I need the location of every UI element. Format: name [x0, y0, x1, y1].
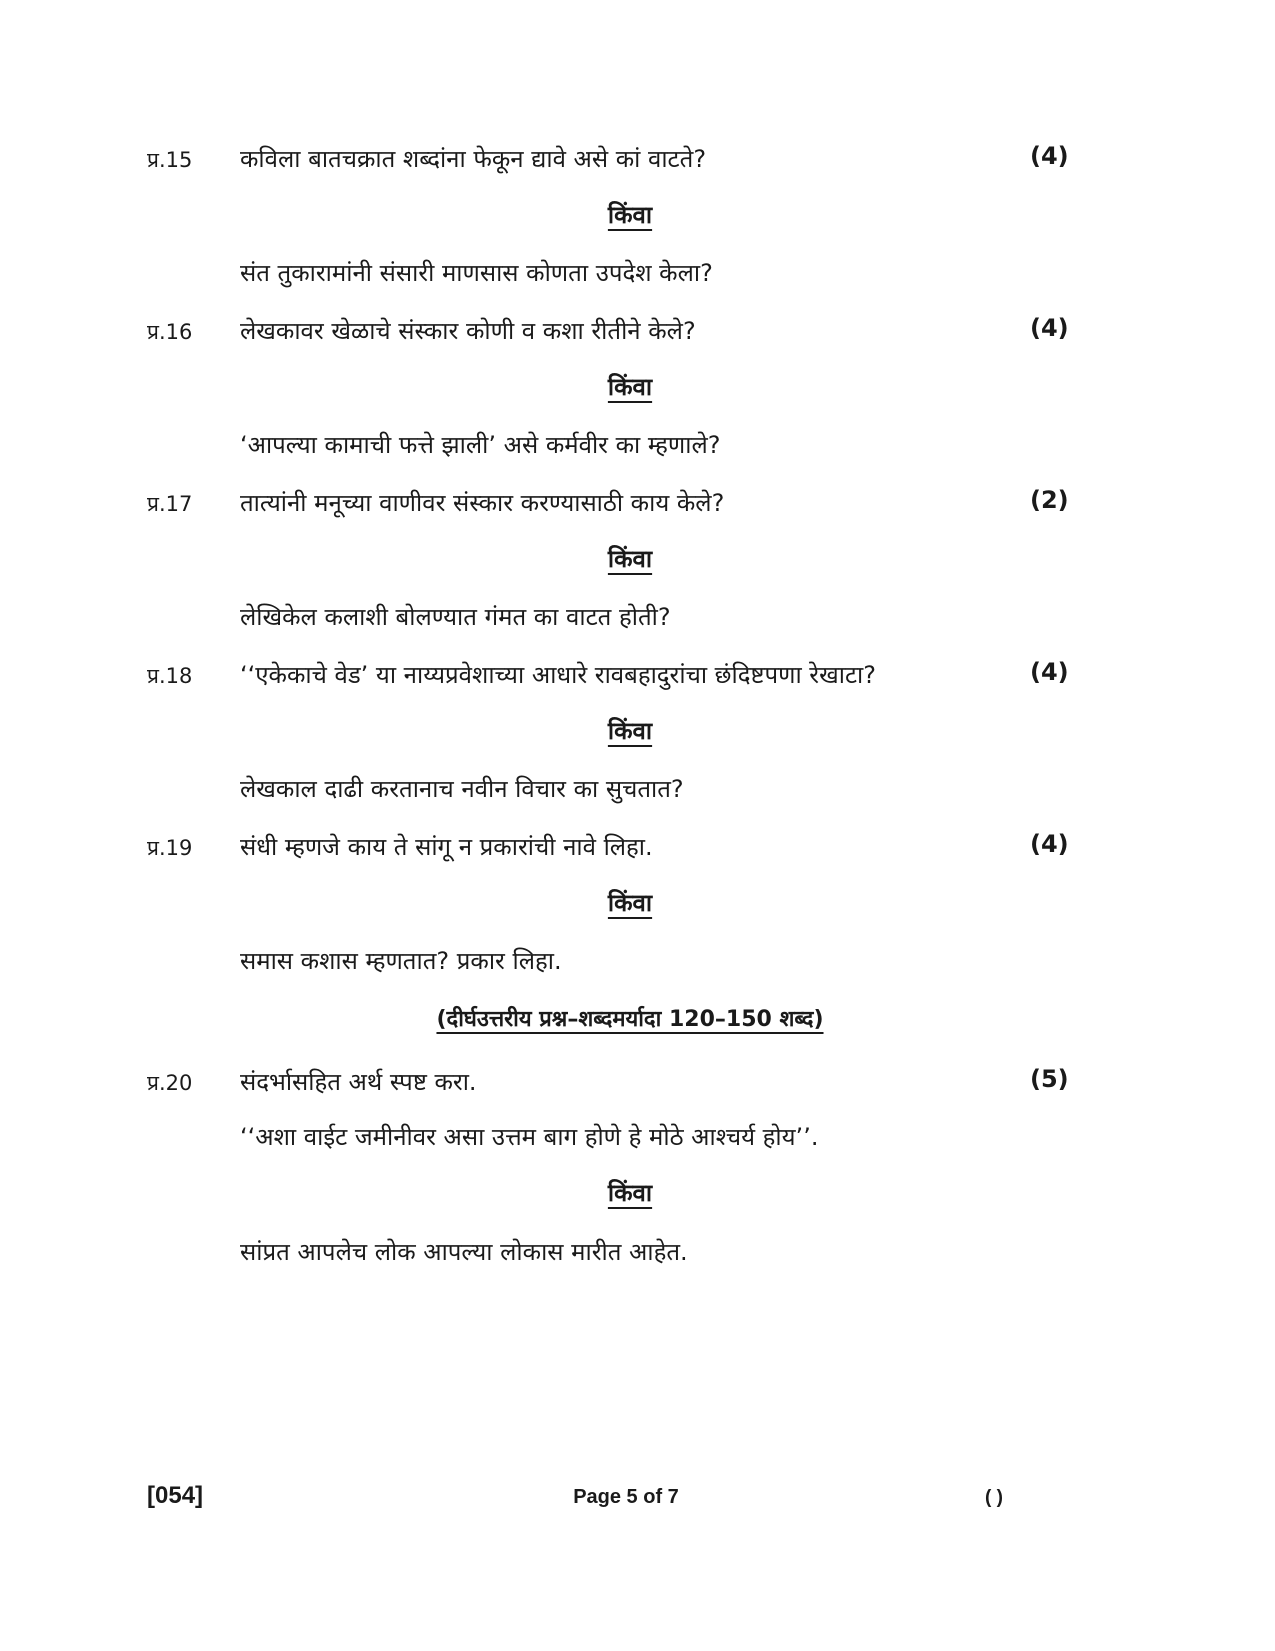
page-number: Page 5 of 7 — [573, 1486, 679, 1508]
question-number: प्र.19 — [147, 836, 193, 860]
question-number: प्र.18 — [147, 664, 193, 688]
question-marks: (4) — [1030, 314, 1069, 342]
question-text: कविला बातचक्रात शब्दांना फेकून द्यावे असे कां वाटते? — [240, 145, 707, 173]
or-label: किंवा — [607, 717, 653, 745]
question-marks: (4) — [1030, 658, 1069, 686]
alternative-question-text: समास कशास म्हणतात? प्रकार लिहा. — [240, 947, 562, 975]
alternative-question-text: ‘आपल्या कामाची फत्ते झाली’ असे कर्मवीर का म्हणाले? — [240, 431, 721, 459]
or-label: किंवा — [607, 545, 653, 573]
question-number: प्र.17 — [147, 492, 193, 516]
question-marks: (5) — [1030, 1065, 1069, 1093]
question-marks: (4) — [1030, 830, 1069, 858]
question-marks: (4) — [1030, 142, 1069, 170]
paper-code: [054] — [147, 1482, 204, 1509]
question-text: संधी म्हणजे काय ते सांगू न प्रकारांची नावे लिहा. — [240, 833, 653, 861]
question-number: प्र.16 — [147, 320, 193, 344]
question-number: प्र.20 — [147, 1071, 193, 1095]
section-heading: (दीर्घउत्तरीय प्रश्न–शब्दमर्यादा 120–150 शब्द) — [436, 1007, 824, 1032]
question-text: लेखकावर खेळाचे संस्कार कोणी व कशा रीतीने केले? — [240, 317, 696, 345]
quote-text: ‘‘अशा वाईट जमीनीवर असा उत्तम बाग होणे हे मोठे आश्चर्य होय’’. — [240, 1123, 819, 1151]
alternative-question-text: संत तुकारामांनी संसारी माणसास कोणता उपदेश केला? — [240, 259, 713, 287]
or-label: किंवा — [607, 201, 653, 229]
or-label: किंवा — [607, 373, 653, 401]
alternative-question-text: लेखकाल दाढी करतानाच नवीन विचार का सुचतात? — [240, 775, 684, 803]
question-text: तात्यांनी मनूच्या वाणीवर संस्कार करण्यासाठी काय केले? — [240, 489, 725, 517]
or-label: किंवा — [607, 889, 653, 917]
question-text: ‘‘एकेकाचे वेड’ या नाय्यप्रवेशाच्या आधारे रावबहादुरांचा छंदिष्टपणा रेखाटा? — [240, 661, 877, 689]
question-text: संदर्भासहित अर्थ स्पष्ट करा. — [240, 1068, 477, 1096]
question-marks: (2) — [1030, 486, 1069, 514]
alternative-question-text: लेखिकेल कलाशी बोलण्यात गंमत का वाटत होती? — [240, 603, 671, 631]
alternative-question-text: सांप्रत आपलेच लोक आपल्या लोकास मारीत आहेत. — [240, 1238, 688, 1266]
footer-parentheses: ( ) — [985, 1487, 1003, 1508]
or-label: किंवा — [607, 1179, 653, 1207]
question-number: प्र.15 — [147, 148, 193, 172]
